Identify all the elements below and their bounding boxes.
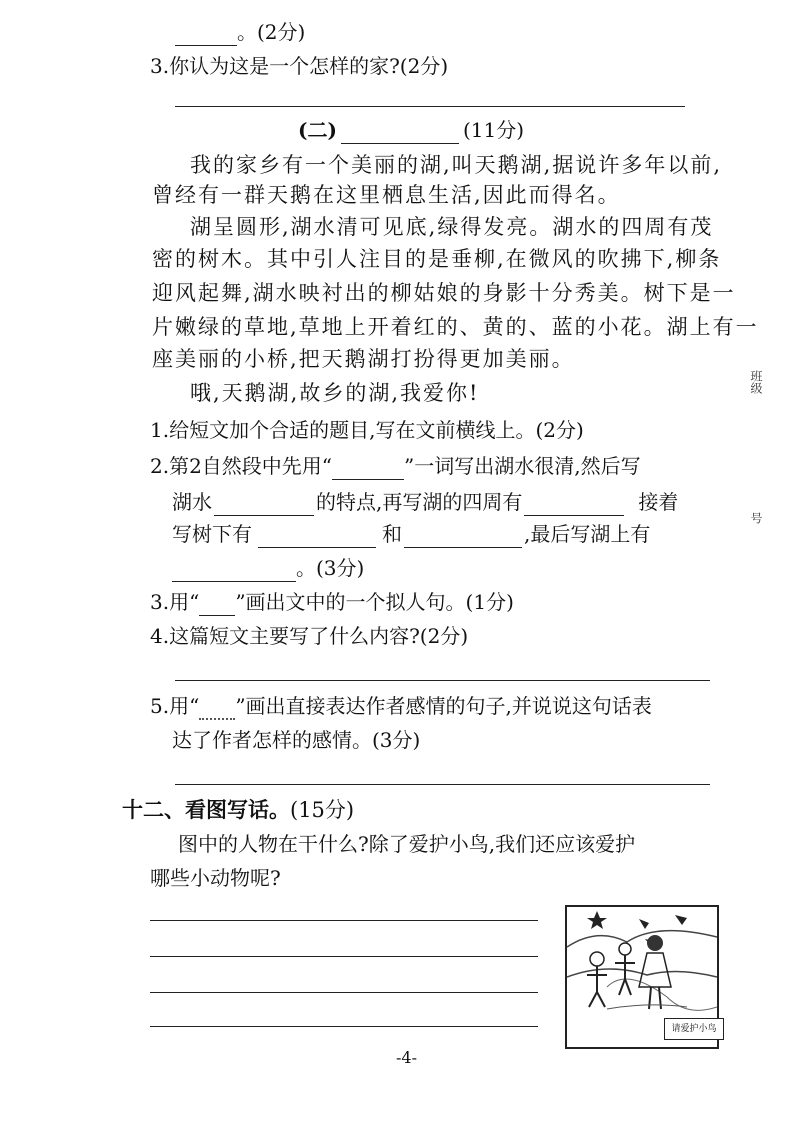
passage-line: 我的家乡有一个美丽的湖,叫天鹅湖,据说许多年以前, — [190, 153, 723, 177]
writing-line[interactable] — [150, 956, 538, 957]
answer-line[interactable] — [175, 784, 710, 785]
answer-blank[interactable] — [524, 493, 624, 516]
writing-line[interactable] — [150, 1026, 538, 1027]
answer-blank[interactable] — [332, 457, 404, 480]
passage-line: 哦,天鹅湖,故乡的湖,我爱你! — [190, 381, 480, 405]
passage-line: 曾经有一群天鹅在这里栖息生活,因此而得名。 — [152, 183, 621, 207]
question-2-line-2 — [172, 488, 678, 516]
q2-text: 湖水 — [172, 490, 212, 514]
q2-text: 。(3分) — [296, 556, 365, 580]
passage-line: 密的树木。其中引人注目的是垂柳,在微风的吹拂下,柳条 — [152, 247, 722, 271]
margin-mark: 班级 — [749, 370, 763, 394]
section-2-label: (二) — [298, 118, 337, 142]
q2-text: 写树下有 — [172, 522, 252, 546]
passage-line: 迎风起舞,湖水映衬出的柳姑娘的身影十分秀美。树下是一 — [152, 281, 736, 305]
wavy-line-symbol — [199, 696, 235, 720]
section-2-score: (11分) — [462, 118, 524, 142]
answer-blank[interactable] — [404, 525, 522, 548]
prev-question-3: 3.你认为这是一个怎样的家?(2分) — [150, 54, 449, 78]
answer-blank[interactable] — [214, 493, 314, 516]
writing-prompt-line: 图中的人物在干什么?除了爱护小鸟,我们还应该爱护 — [178, 832, 636, 856]
answer-line[interactable] — [175, 680, 710, 681]
q2-text: 的特点,再写湖的四周有 — [316, 490, 523, 514]
underline-symbol — [199, 593, 235, 616]
top-fragment-suffix: 。(2分) — [237, 20, 306, 44]
q5-text: 5.用“ — [150, 694, 200, 718]
question-4: 4.这篇短文主要写了什么内容?(2分) — [150, 624, 469, 648]
q2-text: 2.第2自然段中先用“ — [150, 454, 333, 478]
question-5-line-1 — [150, 692, 652, 720]
section-12-score: (15分) — [290, 798, 355, 822]
question-2-line-4 — [172, 554, 364, 582]
section-12-header — [122, 796, 354, 824]
q5-text: ”画出直接表达作者感情的句子,并说说这句话表 — [235, 694, 652, 718]
q3-text: 3.用“ — [150, 590, 200, 614]
question-2-line-3 — [172, 520, 650, 548]
q2-text: ,最后写湖上有 — [524, 522, 651, 546]
answer-line[interactable] — [175, 106, 685, 107]
writing-prompt-line: 哪些小动物呢? — [150, 866, 281, 890]
section-12-title: 十二、看图写话。 — [122, 797, 290, 822]
q2-text: 接着 — [638, 490, 679, 514]
answer-blank[interactable] — [172, 559, 296, 582]
top-fragment-line — [175, 18, 305, 46]
question-5-line-2: 达了作者怎样的感情。(3分) — [172, 728, 421, 752]
passage-line: 片嫩绿的草地,草地上开着红的、黄的、蓝的小花。湖上有一 — [152, 315, 759, 339]
margin-mark: 号 — [749, 512, 763, 524]
title-blank[interactable] — [341, 121, 459, 144]
page-number: -4- — [396, 1048, 417, 1067]
answer-blank[interactable] — [175, 23, 237, 46]
passage-line: 湖呈圆形,湖水清可见底,绿得发亮。湖水的四周有茂 — [190, 215, 714, 239]
sign-board: 请爱护小鸟 — [664, 1018, 724, 1040]
question-2-line-1 — [150, 452, 641, 480]
answer-blank[interactable] — [258, 525, 376, 548]
q2-text: 和 — [382, 522, 402, 546]
passage-line: 座美丽的小桥,把天鹅湖打扮得更加美丽。 — [152, 347, 575, 371]
q3-text: ”画出文中的一个拟人句。(1分) — [235, 590, 514, 614]
question-1: 1.给短文加个合适的题目,写在文前横线上。(2分) — [150, 418, 584, 442]
writing-line[interactable] — [150, 992, 538, 993]
section-2-header — [298, 116, 524, 144]
writing-line[interactable] — [150, 920, 538, 921]
question-3 — [150, 588, 514, 616]
q2-text: ”一词写出湖水很清,然后写 — [404, 454, 641, 478]
